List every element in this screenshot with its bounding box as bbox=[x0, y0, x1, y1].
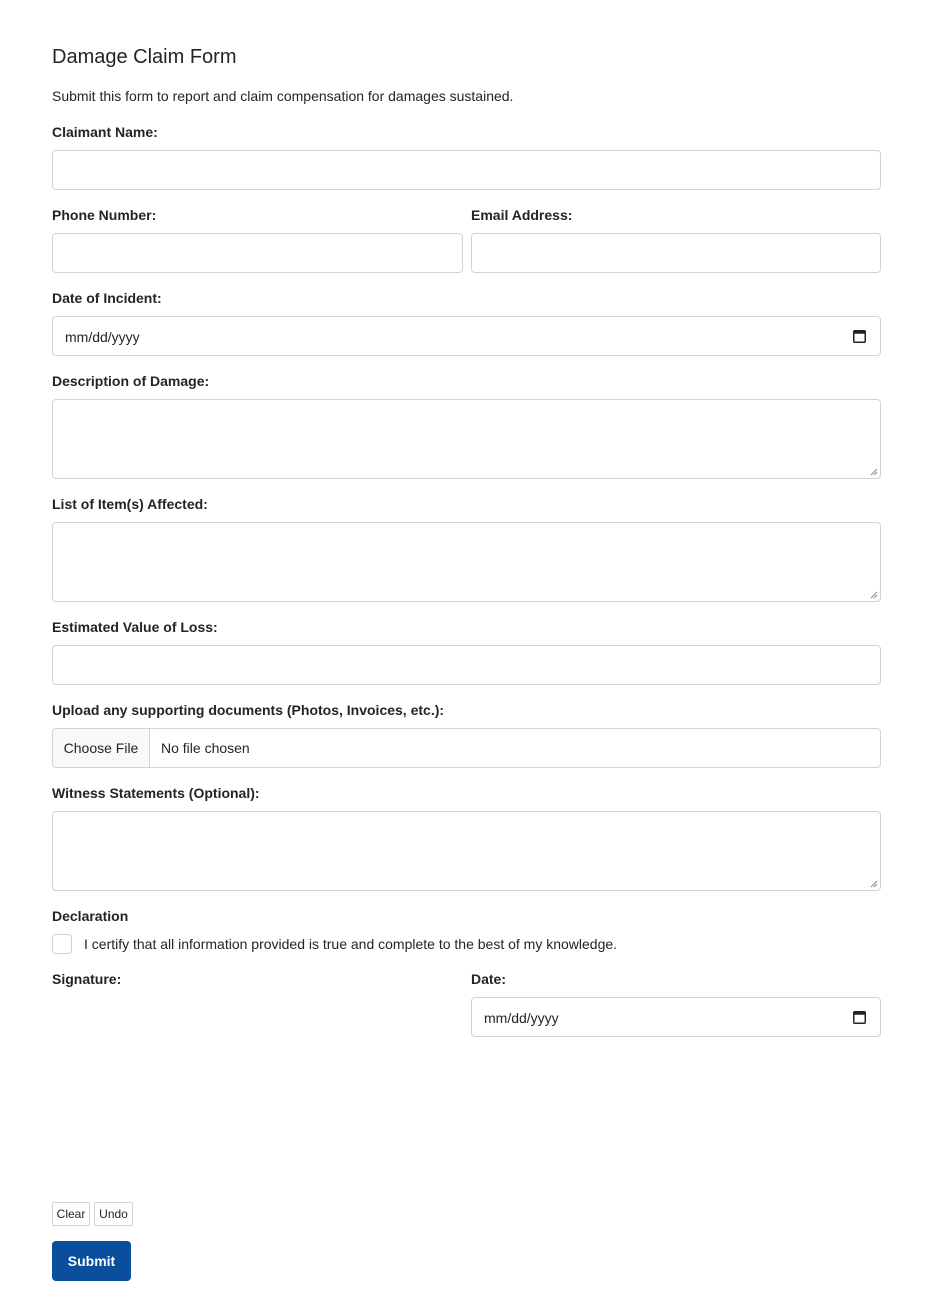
phone-number-input[interactable] bbox=[52, 233, 463, 273]
items-affected-label: List of Item(s) Affected: bbox=[52, 496, 208, 512]
form-title: Damage Claim Form bbox=[52, 46, 237, 68]
file-upload-input[interactable] bbox=[52, 728, 881, 768]
estimated-value-input[interactable] bbox=[52, 645, 881, 685]
claimant-name-input[interactable] bbox=[52, 150, 881, 190]
submit-button[interactable]: Submit bbox=[52, 1241, 131, 1281]
resize-grip-icon[interactable] bbox=[870, 468, 878, 476]
calendar-icon[interactable] bbox=[853, 1010, 866, 1024]
file-status-text: No file chosen bbox=[161, 740, 250, 756]
undo-signature-button[interactable]: Undo bbox=[94, 1202, 133, 1226]
choose-file-button[interactable]: Choose File bbox=[53, 729, 150, 767]
upload-label: Upload any supporting documents (Photos, Invoices, etc.): bbox=[52, 702, 445, 718]
date-placeholder: mm/dd/yyyy bbox=[484, 1010, 559, 1026]
witness-statements-label: Witness Statements (Optional): bbox=[52, 785, 260, 801]
date-placeholder: mm/dd/yyyy bbox=[65, 329, 140, 345]
email-address-label: Email Address: bbox=[471, 207, 573, 223]
clear-signature-button[interactable]: Clear bbox=[52, 1202, 90, 1226]
witness-statements-textarea[interactable] bbox=[52, 811, 881, 891]
date-of-incident-input[interactable] bbox=[52, 316, 881, 356]
description-label: Description of Damage: bbox=[52, 373, 210, 389]
date-of-incident-label: Date of Incident: bbox=[52, 290, 162, 306]
phone-number-label: Phone Number: bbox=[52, 207, 157, 223]
items-affected-textarea[interactable] bbox=[52, 522, 881, 602]
signature-date-label: Date: bbox=[471, 971, 507, 987]
email-address-input[interactable] bbox=[471, 233, 881, 273]
calendar-icon[interactable] bbox=[853, 329, 866, 343]
declaration-heading: Declaration bbox=[52, 908, 129, 924]
certify-checkbox[interactable] bbox=[52, 934, 72, 954]
form-subtitle: Submit this form to report and claim compensation for damages sustained. bbox=[52, 88, 514, 104]
signature-pad[interactable] bbox=[52, 990, 463, 1195]
signature-date-input[interactable] bbox=[471, 997, 881, 1037]
resize-grip-icon[interactable] bbox=[870, 880, 878, 888]
claimant-name-label: Claimant Name: bbox=[52, 124, 158, 140]
certify-checkbox-label[interactable]: I certify that all information provided is true and complete to the best of my knowledge. bbox=[84, 936, 618, 952]
signature-label: Signature: bbox=[52, 971, 122, 987]
estimated-value-label: Estimated Value of Loss: bbox=[52, 619, 218, 635]
description-textarea[interactable] bbox=[52, 399, 881, 479]
resize-grip-icon[interactable] bbox=[870, 591, 878, 599]
